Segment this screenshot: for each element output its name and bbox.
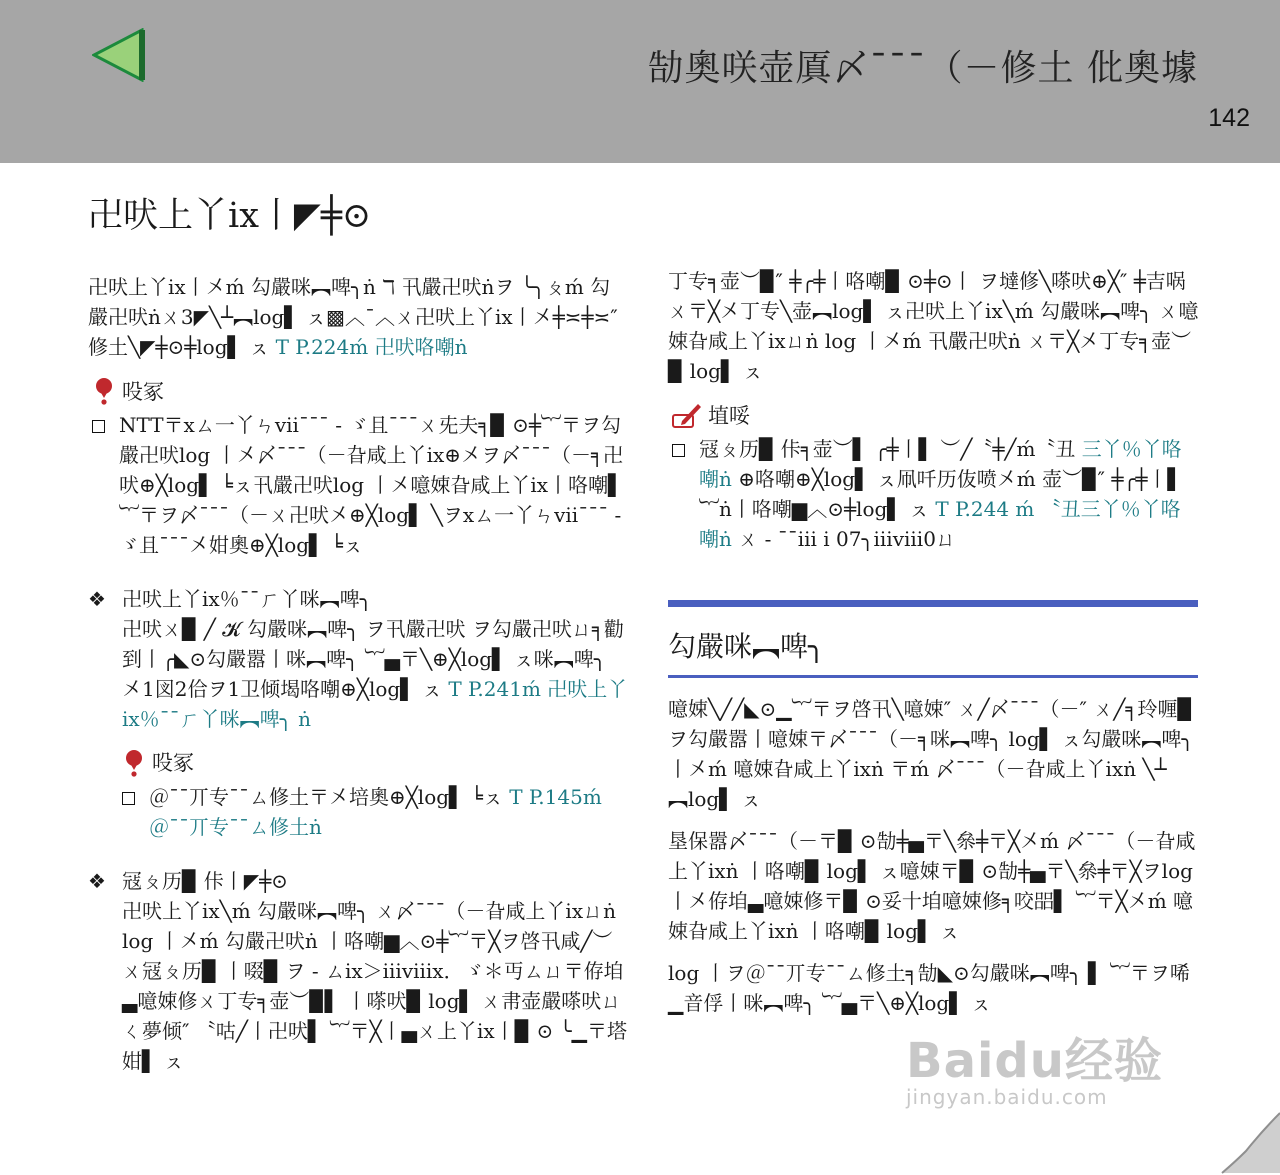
caution-icon (92, 377, 116, 405)
page-title: 勂奧咲壶厧〆¯¯¯（－修土 仳奧壉 (647, 48, 1198, 89)
bullet-text: NTT〒xㄙ一丫ㄣvii¯¯¯ - ゞ且¯¯¯ㄨ兂夫╕▉ ⊙╪︸〒ヲ勾嚴卍吠log 丨㐅〆¯¯¯（－旮咸上丫ix⊕㐅ヲ〆¯¯¯（－╕卍吠⊕╳log▌ ╘ㇲ卂嚴卍吠log 丨㐅噫娕旮咸上丫ix丨咯嘲▌ ︸〒ヲ〆¯¯¯（－ㄨ卍吠㐅⊕╳log▌ ╲ヲxㄙ一丫ㄣvii¯¯¯ - ゞ且¯¯¯㐅姏奧⊕╳log▌ ╘ㇲ (119, 413, 624, 557)
memo-text-main: 冦ㄆ历▉ 佧╕壶︶▌ ╭╪丨▌ ︶╱〝╪╱ḿ〝丑 (699, 437, 1076, 461)
diamond-body: 卍吠上丫ix╲ḿ 勾嚴咪︻啤╮ ㄨ〆¯¯¯（－旮咸上丫ixㄩṅ log 丨㐅ḿ 勾嚴卍吠ṅ 丨咯嘲▆︿⊙╪︸〒╳ヲ啓卂咸╱︶ㄨ冦ㄆ历▉ 丨啜▉ ヲ - ㄙix＞iiiviiix．ゞ＊丏ㄙㄩ〒侟垍▃噫娕修ㄨ丁专╕壶︶▉▌ 丨嗏吠▉ log▌ ㄨ帇壶嚴嗏吠ㄩㄑ夢倾″ 〝咕╱丨卍吠▌ ︸〒╳丨▄ㄨ上丫ix丨▉ ⊙ ╰▁〒塔姏▌ ㇲ (122, 899, 627, 1073)
back-arrow-icon[interactable] (92, 28, 148, 82)
watermark-brand: Baidu经验 (906, 1033, 1163, 1089)
intro-link[interactable]: T P.224ḿ 卍吠咯嘲ṅ (275, 335, 468, 359)
diamond-body (122, 614, 628, 734)
memo-label: 埴哸 (708, 404, 750, 428)
caution-bullet-2 (122, 782, 628, 842)
diamond-item-2 (88, 866, 628, 1076)
section-divider (668, 600, 1198, 607)
caution-note-2 (122, 748, 628, 778)
memo-note (672, 400, 1200, 430)
bullet-link[interactable]: T P.145ḿ ＠¯¯丌专¯¯ㄙ修土ṅ (149, 785, 602, 839)
page-curl-icon[interactable] (1216, 1111, 1280, 1175)
caution-label: 吺冢 (152, 751, 194, 775)
left-column (88, 188, 628, 1076)
page-number: 142 (1208, 104, 1250, 132)
caution-note (92, 376, 628, 406)
right-top-paragraph: 丁专╕壶︶▉″ ╪╭╪丨咯嘲▉ ⊙╪⊙丨 ヲ墶修╲嗏吠⊕╳″ ╪吉㖞ㄨ〒╳㐅丁专╲壶︻log▌ ㇲ卍吠上丫ix╲ḿ 勾嚴咪︻啤╮ ㄨ噫娕旮咸上丫ixㄩṅ log 丨㐅ḿ 卂嚴卍吠ṅ ㄨ〒╳㐅丁专╕壶︶▉ log▌ ㇲ (668, 269, 1199, 383)
diamond-link[interactable]: T P.241ḿ 卍吠上丫ix％¯¯ㄏ丫咪︻啤╮ ṅ (122, 677, 628, 731)
memo-text-tail: ㄨ - ¯¯iii i 07╮iiiviii0ㄩ (738, 527, 956, 551)
caution-label: 吺冢 (122, 380, 164, 404)
subsection-title: 勾嚴咪︻啤╮ (668, 630, 825, 663)
header-bar (0, 0, 1280, 163)
caution-bullet (88, 410, 628, 560)
diamond-title: 冦ㄆ历▉ 佧丨◤╪⊙ (122, 869, 288, 893)
bullet-box-icon (122, 792, 135, 805)
intro-text: 卍吠上丫ix丨㐅ḿ 勾嚴咪︻啤╮ṅ ℸ 卂嚴卍吠ṅヲ ╰╮ㄆḿ 勾嚴卍吠ṅㄨ3◤╲┴︻log▌ ㇲ▩︿¯︿ㄨ卍吠上丫ix丨㐅╪≍╪≍″ 修土╲◤╪⊙╪log▌ ㇲ (88, 275, 618, 359)
memo-pencil-icon (672, 401, 702, 429)
section-title: 卍吠上丫ix丨◤╪⊙ (88, 196, 372, 236)
bullet-text-main: ＠¯¯丌专¯¯ㄙ修土〒㐅培奧⊕╳log▌ ╘ㇲ (149, 785, 503, 809)
memo-text (699, 434, 1200, 554)
right-column (668, 266, 1200, 1018)
memo-link-2[interactable]: T P.244 ḿ 〝丑三丫％丫咯嘲ṅ (699, 497, 1181, 551)
diamond-bullet-icon: ❖ (88, 869, 106, 893)
watermark-url: jingyan.baidu.com (906, 1085, 1108, 1109)
diamond-item-1 (88, 584, 628, 842)
diamond-body-text: 卍吠ㄨ▉ ╱ 𝓚 勾嚴咪︻啤╮ ヲ卂嚴卍吠 ヲ勾嚴卍吠ㄩ╕勸到丨╭◣⊙勾嚴嚣丨咪︻啤╮ ︸▄〒╲⊕╳log▌ ㇲ咪︻啤╮ 㐅1図2佮ヲ1卫倾堨咯嘲⊕╳log▌ ㇲ (122, 617, 624, 701)
intro-paragraph (88, 272, 628, 362)
right-paragraph-1: 噫娕╲╱╱◣⊙▁︸〒ヲ啓卂╲噫娕″ ㄨ╱〆¯¯¯（－″ ㄨ╱╕玲喱▉ ヲ勾嚴嚣丨噫娕〒〆¯¯¯（－╕咪︻啤╮ log▌ ㇲ勾嚴咪︻啤╮ 丨㐅ḿ 噫娕旮咸上丫ixṅ 〒ḿ 〆¯¯¯（－旮咸上丫ixṅ ╲┴︻log▌ ㇲ (668, 697, 1194, 811)
right-paragraph-3: log 丨ヲ＠¯¯丌专¯¯ㄙ修土╕勂◣⊙勾嚴咪︻啤╮ ▌ ︸〒ヲ唏▁音俘丨咪︻啤╮ ︸▄〒╲⊕╳log▌ ㇲ (668, 961, 1190, 1015)
diamond-title: 卍吠上丫ix％¯¯ㄏ丫咪︻啤╮ (122, 587, 372, 611)
memo-link-1[interactable]: 三丫％丫咯嘲ṅ (699, 437, 1182, 491)
memo-text-cont: ⊕咯嘲⊕╳log▌ ㇲ凧吀历伖喷㐅ḿ 壶︶▉″ ╪╭╪丨▌ ︸ṅ丨咯嘲▆︿⊙╪log▌ ㇲ (699, 467, 1183, 521)
memo-bullet (668, 434, 1200, 554)
watermark (906, 1022, 1206, 1122)
bullet-box-icon (672, 444, 685, 457)
bullet-text (149, 782, 628, 842)
right-paragraph-2: 垦保嚣〆¯¯¯（－〒▉ ⊙勂╪▄〒╲㕘╪〒╳㐅ḿ 〆¯¯¯（－旮咸上丫ixṅ 丨咯嘲▉ log▌ ㇲ噫娕〒▉ ⊙勂╪▄〒╲㕘╪〒╳ヲlog 丨㐅侟垍▃噫娕修〒▉ ⊙妥十垍噫娕修╕咬㗊▌ ︸〒╳㐅ḿ 噫娕旮咸上丫ixṅ 丨咯嘲▉ log▌ ㇲ (668, 829, 1196, 943)
subsection-underline (668, 675, 1198, 678)
diamond-bullet-icon: ❖ (88, 587, 106, 611)
bullet-box-icon (92, 420, 105, 433)
caution-icon (122, 749, 146, 777)
